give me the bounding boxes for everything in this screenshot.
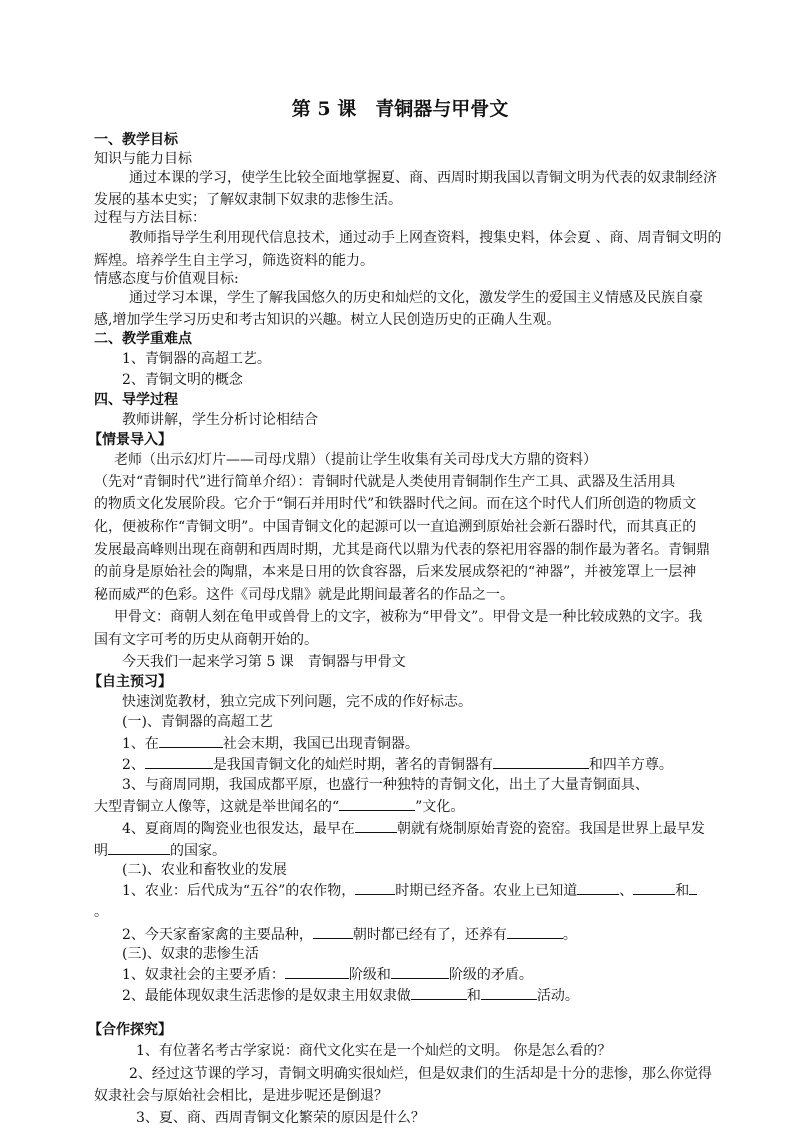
question-6: 2、今天家畜家禽的主要品种， 朝时都已经有了，还养有 。 — [122, 924, 577, 945]
paragraph-line: 秘而威严的色彩。这件《司母戊鼎》就是此期间最著名的作品之一。 — [94, 587, 514, 603]
answer-blank[interactable] — [577, 880, 619, 895]
paragraph-line: 的物质文化发展阶段。它介于“铜石并用时代”和铁器时代之间。而在这个时代人们所创造的物质文 — [94, 496, 697, 512]
question-8: 2、最能体现奴隶生活悲惨的是奴隶主用奴隶做 和 活动。 — [122, 985, 579, 1006]
question-5-end: 。 — [94, 904, 108, 920]
paragraph-line: 教师指导学生利用现代信息技术，通过动手上网查资料，搜集史料，体会夏 、商、周青铜文明的 — [129, 230, 722, 246]
discussion-question-cont: 奴隶社会与原始社会相比，是进步呢还是倒退？ — [94, 1088, 388, 1104]
list-item: 2、青铜文明的概念 — [122, 372, 243, 388]
paragraph-line: 感,增加学生学习历史和考古知识的兴趣。树立人民创造历史的正确人生观。 — [94, 312, 561, 328]
answer-blank[interactable] — [339, 796, 415, 811]
answer-blank[interactable] — [689, 880, 697, 895]
answer-blank[interactable] — [493, 754, 589, 769]
paragraph-line: 国有文字可考的历史从商朝开始的。 — [94, 632, 318, 648]
answer-blank[interactable] — [355, 818, 397, 833]
subsection-heading: (一)、青铜器的高超工艺 — [122, 714, 273, 730]
answer-blank[interactable] — [355, 880, 395, 895]
paragraph-line: 快速浏览教材，独立完成下列问题，完不成的作好标志。 — [122, 694, 472, 710]
paragraph-line: 发展最高峰则出现在商朝和西周时期，尤其是商代以鼎为代表的祭祀用容器的制作最为著名。青铜鼎 — [94, 542, 710, 558]
answer-blank[interactable] — [145, 754, 213, 769]
subsection-heading: (三)、奴隶的悲惨生活 — [122, 946, 259, 962]
question-2: 2、 是我国青铜文化的灿烂时期，著名的青铜器有 和四羊方尊。 — [122, 754, 673, 775]
question-4-line1: 4、夏商周的陶瓷业也很发达，最早在 朝就有烧制原始青瓷的瓷窑。我国是世界上最早发 — [122, 818, 705, 839]
answer-blank[interactable] — [411, 985, 467, 1000]
subsection-heading: (二)、农业和畜牧业的发展 — [122, 862, 287, 878]
subheading-method: 过程与方法目标： — [94, 210, 206, 226]
discussion-question: 2、经过这节课的学习，青铜文明确实很灿烂，但是奴隶们的生活却是十分的悲惨，那么你觉得 — [129, 1066, 712, 1082]
answer-blank[interactable] — [507, 924, 563, 939]
paragraph-line: 通过学习本课，学生了解我国悠久的历史和灿烂的文化，激发学生的爱国主义情感及民族自豪 — [129, 290, 703, 306]
discussion-question: 3、夏、商、西周青铜文化繁荣的原因是什么？ — [136, 1110, 425, 1126]
paragraph-line: 甲骨文：商朝人刻在龟甲或兽骨上的文字，被称为“甲骨文”。甲骨文是一种比较成熟的文字。我 — [114, 609, 703, 625]
subheading-knowledge: 知识与能力目标 — [94, 151, 192, 167]
paragraph-line: 通过本课的学习，使学生比较全面地掌握夏、商、西周时期我国以青铜文明为代表的奴隶制经济 — [129, 170, 717, 186]
answer-blank[interactable] — [108, 840, 170, 855]
question-5: 1、农业：后代成为“五谷”的农作物， 时期已经齐备。农业上已知道 、 和 — [122, 880, 697, 901]
paragraph-line: 今天我们一起来学习第 5 课 青铜器与甲骨文 — [122, 654, 406, 670]
subheading-attitude: 情感态度与价值观目标: — [94, 271, 239, 287]
answer-blank[interactable] — [481, 985, 537, 1000]
answer-blank[interactable] — [391, 964, 449, 979]
paragraph-line: 的前身是原始社会的陶鼎，本来是日用的饮食容器，后来发展成祭祀的“神器”，并被笼罩上一层神 — [94, 564, 697, 580]
paragraph-line: 化，便被称作“青铜文明”。中国青铜文化的起源可以一直追溯到原始社会新石器时代，而其真正的 — [94, 519, 697, 535]
question-7: 1、奴隶社会的主要矛盾： 阶级和 阶级的矛盾。 — [122, 964, 533, 985]
paragraph-line: （先对“青铜时代”进行简单介绍）：青铜时代就是人类使用青铜制作生产工具、武器及生活用具 — [94, 474, 676, 490]
answer-blank[interactable] — [159, 733, 223, 748]
section-heading-goals: 一、教学目标 — [94, 132, 178, 148]
section-heading-preview: 【自主预习】 — [88, 674, 172, 690]
section-heading-process: 四、导学过程 — [94, 392, 178, 408]
question-1: 1、在 社会末期，我国已出现青铜器。 — [122, 733, 419, 754]
section-heading-intro: 【情景导入】 — [88, 432, 172, 448]
question-3-line1: 3、与商周同期，我国成都平原，也盛行一种独特的青铜文化，出土了大量青铜面具、 — [122, 777, 649, 793]
discussion-question: 1、有位著名考古学家说：商代文化实在是一个灿烂的文明。 你是怎么看的？ — [136, 1043, 612, 1059]
document-title: 第 5 课 青铜器与甲骨文 — [291, 98, 509, 120]
answer-blank[interactable] — [313, 924, 353, 939]
paragraph-line: 教师讲解，学生分析讨论相结合 — [122, 412, 318, 428]
question-3-line2: 大型青铜立人像等，这就是举世闻名的“ ”文化。 — [94, 796, 464, 817]
list-item: 1、青铜器的高超工艺。 — [122, 351, 271, 367]
section-heading-coop: 【合作探究】 — [88, 1022, 172, 1038]
question-4-line2: 明 的国家。 — [94, 840, 226, 861]
paragraph-line: 发展的基本史实；了解奴隶制下奴隶的悲惨生活。 — [94, 192, 402, 208]
answer-blank[interactable] — [633, 880, 675, 895]
paragraph-line: 老师（出示幻灯片——司母戊鼎）（提前让学生收集有关司母戊大方鼎的资料） — [114, 452, 597, 468]
paragraph-line: 辉煌。培养学生自主学习，筛选资料的能力。 — [94, 253, 374, 269]
answer-blank[interactable] — [285, 964, 349, 979]
section-heading-keypoints: 二、教学重难点 — [94, 331, 192, 347]
